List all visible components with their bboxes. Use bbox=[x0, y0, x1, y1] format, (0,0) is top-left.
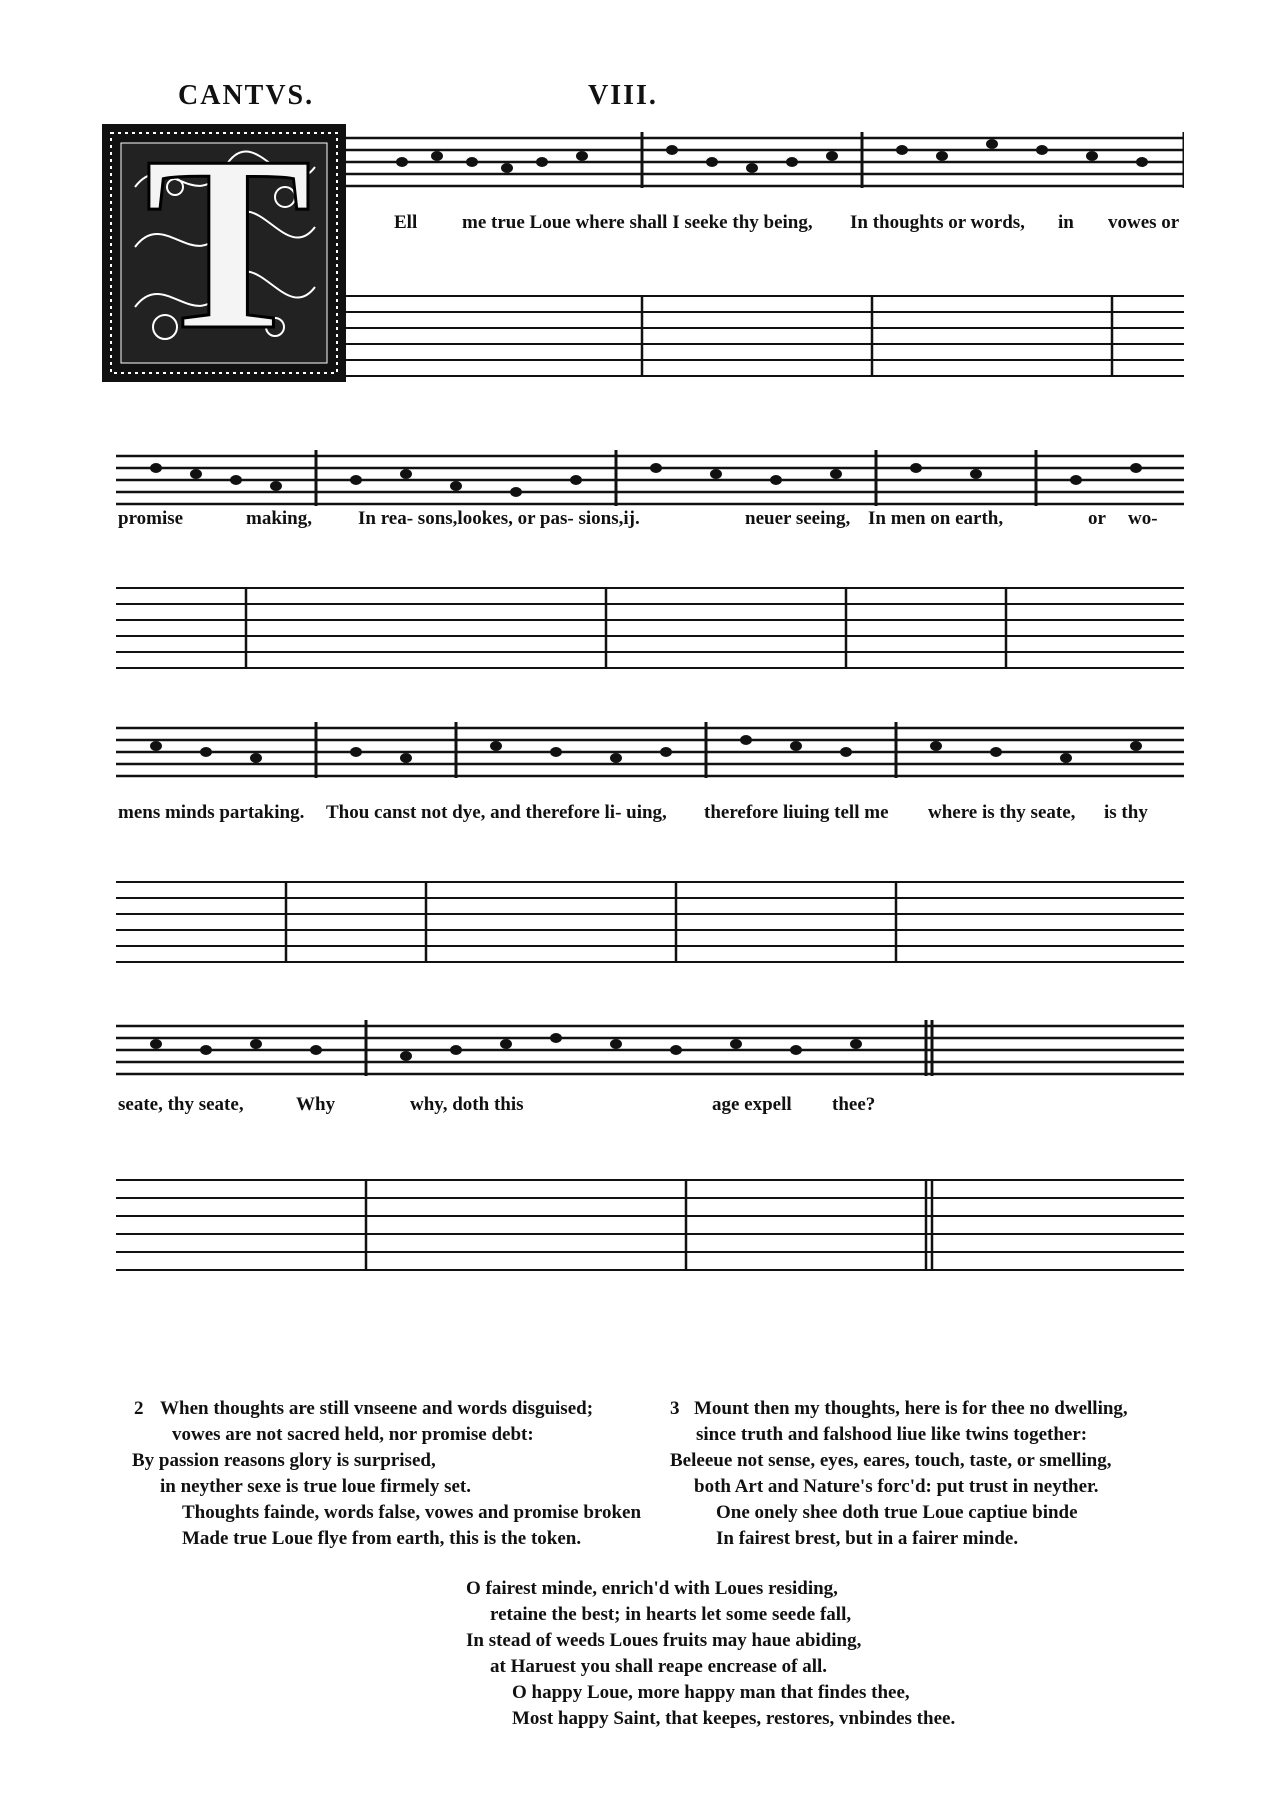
verse-line: vowes are not sacred held, nor promise debt: bbox=[172, 1424, 534, 1445]
verse-number: 2 bbox=[134, 1398, 144, 1419]
tablature-4 bbox=[116, 1170, 1184, 1282]
lyric: Why bbox=[296, 1094, 336, 1115]
music-staff-3 bbox=[116, 712, 1184, 782]
verse-line: Beleeue not sense, eyes, eares, touch, taste, or smelling, bbox=[670, 1450, 1112, 1471]
verse-line: Made true Loue flye from earth, this is the token. bbox=[182, 1528, 582, 1549]
lyric: neuer seeing, bbox=[745, 508, 851, 529]
verse-line: Mount then my thoughts, here is for thee no dwelling, bbox=[694, 1398, 1128, 1419]
initial-letter: T bbox=[145, 105, 312, 382]
verse-line: In stead of weeds Loues fruits may haue abiding, bbox=[466, 1630, 862, 1651]
song-number: VIII. bbox=[588, 80, 658, 111]
verse-line: Thoughts fainde, words false, vowes and promise broken bbox=[182, 1502, 642, 1523]
lyric: seate, thy seate, bbox=[118, 1094, 244, 1115]
lyric: or bbox=[1088, 508, 1106, 529]
lyric: is thy bbox=[1104, 802, 1148, 823]
verse-3 bbox=[670, 1396, 1128, 1552]
lyric: age expell bbox=[712, 1094, 792, 1115]
lyric: In rea- sons,lookes, or pas- sions,ij. bbox=[358, 508, 640, 529]
tablature-1 bbox=[342, 286, 1184, 382]
tablature-2 bbox=[116, 578, 1184, 674]
music-staff-1 bbox=[342, 122, 1184, 192]
lyric: Thou canst not dye, and therefore li- uing, bbox=[326, 802, 667, 823]
verse-line: both Art and Nature's forc'd: put trust in neyther. bbox=[694, 1476, 1099, 1497]
verse-4 bbox=[466, 1576, 955, 1732]
verse-line: O fairest minde, enrich'd with Loues residing, bbox=[466, 1578, 838, 1599]
verse-line: retaine the best; in hearts let some seede fall, bbox=[490, 1604, 852, 1625]
lyric: Ell bbox=[394, 212, 418, 233]
lyric: where is thy seate, bbox=[928, 802, 1076, 823]
lyric: In men on earth, bbox=[868, 508, 1004, 529]
lyric: why, doth this bbox=[410, 1094, 524, 1115]
decorated-initial bbox=[102, 105, 346, 382]
verse-2 bbox=[132, 1396, 642, 1552]
lyric: in bbox=[1058, 212, 1074, 233]
verse-line: O happy Loue, more happy man that findes thee, bbox=[512, 1682, 910, 1703]
lyric: In thoughts or words, bbox=[850, 212, 1025, 233]
verse-line: in neyther sexe is true loue firmely set. bbox=[160, 1476, 471, 1497]
verse-line: When thoughts are still vnseene and words disguised; bbox=[160, 1398, 594, 1419]
lyric: thee? bbox=[832, 1094, 876, 1115]
verse-number: 3 bbox=[670, 1398, 680, 1419]
verse-line: since truth and falshood liue like twins together: bbox=[696, 1424, 1088, 1445]
tablature-3 bbox=[116, 872, 1184, 968]
verse-line: at Haruest you shall reape encrease of all. bbox=[490, 1656, 828, 1677]
verse-line: By passion reasons glory is surprised, bbox=[132, 1450, 436, 1471]
verse-line: Most happy Saint, that keepes, restores, vnbindes thee. bbox=[512, 1708, 956, 1729]
music-staff-2 bbox=[116, 440, 1184, 510]
music-staff-4 bbox=[116, 1010, 1184, 1080]
lyric: me true Loue where shall I seeke thy being, bbox=[462, 212, 813, 233]
verse-line: One onely shee doth true Loue captiue binde bbox=[716, 1502, 1078, 1523]
lyric: therefore liuing tell me bbox=[704, 802, 889, 823]
part-name: CANTVS. bbox=[178, 80, 315, 111]
verse-line: In fairest brest, but in a fairer minde. bbox=[716, 1528, 1019, 1549]
lyric: promise bbox=[118, 508, 184, 529]
lyric: making, bbox=[246, 508, 312, 529]
lyric: vowes or bbox=[1108, 212, 1180, 233]
lyric: wo- bbox=[1128, 508, 1158, 529]
lyric: mens minds partaking. bbox=[118, 802, 305, 823]
